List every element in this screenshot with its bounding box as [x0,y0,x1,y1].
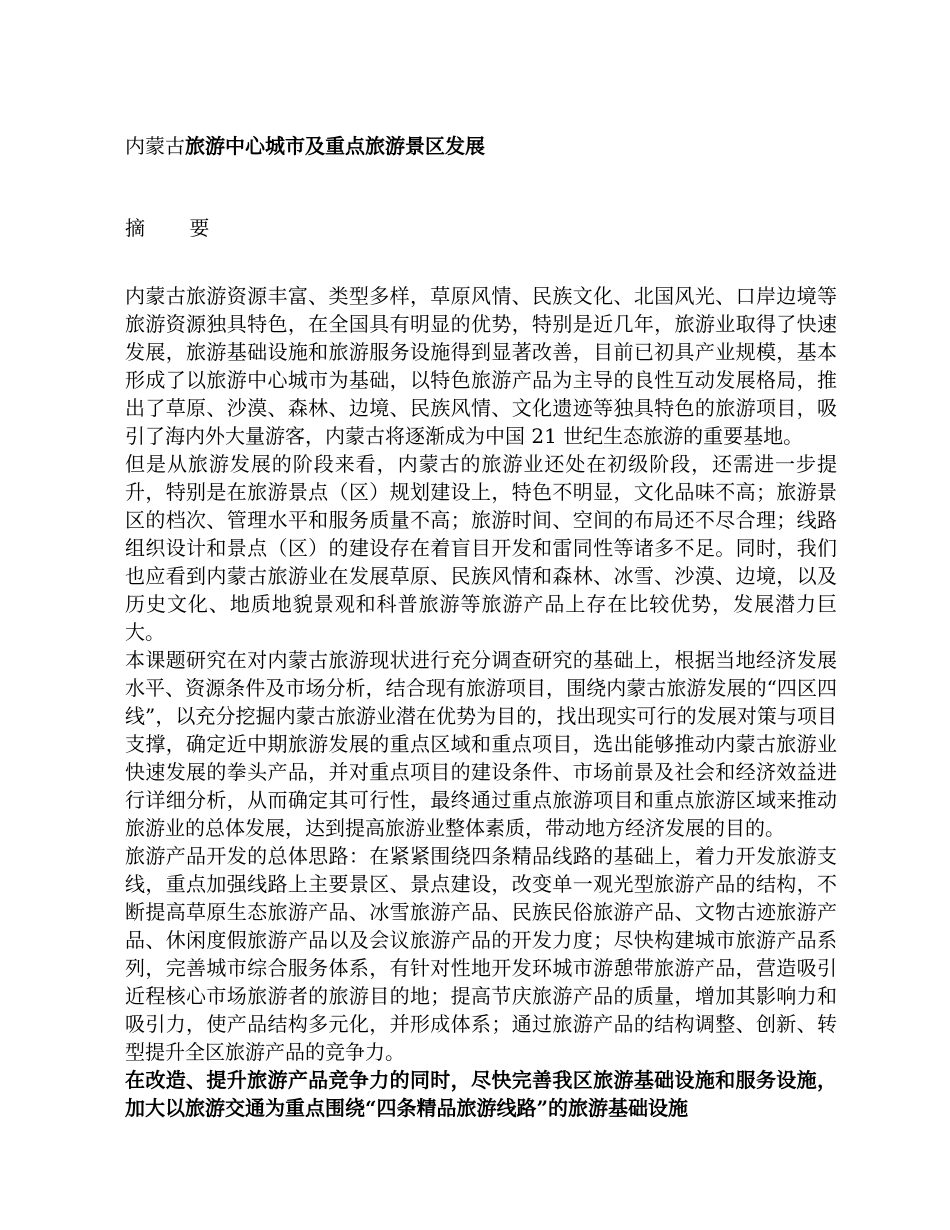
document-title [125,128,837,164]
abstract-heading: 摘 要 [125,216,229,240]
paragraph-1: 内蒙古旅游资源丰富、类型多样，草原风情、民族文化、北国风光、口岸边境等旅游资源独具特色，在全国具有明显的优势，特别是近几年，旅游业取得了快速发展，旅游基础设施和旅游服务设施得到显著改善，目前已初具产业规模，基本形成了以旅游中心城市为基础，以特色旅游产品为主导的良性互动发展格局，推出了草原、沙漠、森林、边境、民族风情、文化遗迹等独具特色的旅游项目，吸引了海内外大量游客，内蒙古将逐渐成为中国 21 世纪生态旅游的重要基地。 [125,284,837,448]
paragraph-2: 但是从旅游发展的阶段来看，内蒙古的旅游业还处在初级阶段，还需进一步提升，特别是在旅游景点（区）规划建设上，特色不明显，文化品味不高；旅游景区的档次、管理水平和服务质量不高；旅游时间、空间的布局还不尽合理；线路组织设计和景点（区）的建设存在着盲目开发和雷同性等诸多不足。同时，我们也应看到内蒙古旅游业在发展草原、民族风情和森林、冰雪、沙漠、边境，以及历史文化、地质地貌景观和科普旅游等旅游产品上存在比较优势，发展潜力巨大。 [125,452,837,644]
paragraph-4: 旅游产品开发的总体思路：在紧紧围绕四条精品线路的基础上，着力开发旅游支线，重点加强线路上主要景区、景点建设，改变单一观光型旅游产品的结构，不断提高草原生态旅游产品、冰雪旅游产品、民族民俗旅游产品、文物古迹旅游产品、休闲度假旅游产品以及会议旅游产品的开发力度；尽快构建城市旅游产品系列，完善城市综合服务体系，有针对性地开发环城市游憩带旅游产品，营造吸引近程核心市场旅游者的旅游目的地；提高节庆旅游产品的质量，增加其影响力和吸引力，使产品结构多元化，并形成体系；通过旅游产品的结构调整、创新、转型提升全区旅游产品的竞争力。 [125,844,837,1064]
document-page [125,128,837,1122]
paragraph-3: 本课题研究在对内蒙古旅游现状进行充分调查研究的基础上，根据当地经济发展水平、资源条件及市场分析，结合现有旅游项目，围绕内蒙古旅游发展的“四区四线”，以充分挖掘内蒙古旅游业潜在优势为目的，找出现实可行的发展对策与项目支撑，确定近中期旅游发展的重点区域和重点项目，选出能够推动内蒙古旅游业快速发展的拳头产品，并对重点项目的建设条件、市场前景及社会和经济效益进行详细分析，从而确定其可行性，最终通过重点旅游项目和重点旅游区域来推动旅游业的总体发展，达到提高旅游业整体素质，带动地方经济发展的目的。 [125,648,837,840]
title-prefix: 内蒙古 [125,134,185,158]
title-main: 旅游中心城市及重点旅游景区发展 [185,134,485,158]
abstract-body [125,282,837,1122]
paragraph-bold: 在改造、提升旅游产品竞争力的同时，尽快完善我区旅游基础设施和服务设施，加大以旅游交通为重点围绕“四条精品旅游线路”的旅游基础设施 [125,1068,837,1120]
